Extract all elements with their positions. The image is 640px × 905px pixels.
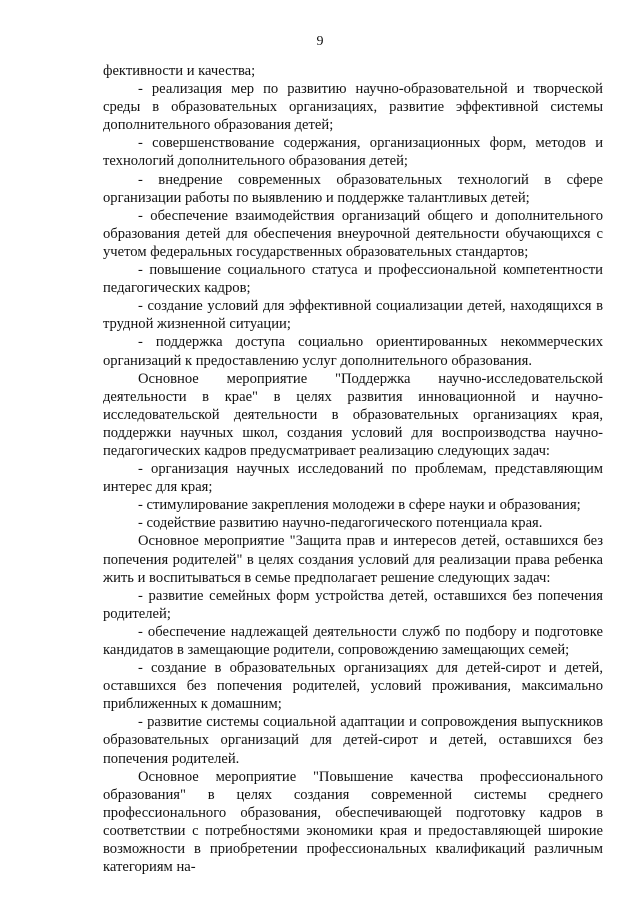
page-number: 9 <box>316 34 324 49</box>
paragraph: - создание в образовательных организациях для детей-сирот и детей, оставшихся без попечения родителей, условий проживания, максимально приближенных к домашним; <box>103 660 603 713</box>
paragraph: - развитие семейных форм устройства детей, оставшихся без попечения родителей; <box>103 587 603 622</box>
paragraph: - совершенствование содержания, организационных форм, методов и технологий дополнительного образования детей; <box>103 135 603 170</box>
paragraph: - стимулирование закрепления молодежи в сфере науки и образования; <box>138 497 581 514</box>
paragraph: - реализация мер по развитию научно-образовательной и творческой среды в образовательных организациях, развитие эффективной системы дополнительного образования детей; <box>103 81 603 134</box>
paragraph: - содействие развитию научно-педагогического потенциала края. <box>138 515 543 532</box>
paragraph: - организация научных исследований по проблемам, представляющим интерес для края; <box>103 461 603 496</box>
paragraph: - развитие системы социальной адаптации и сопровождения выпускников образовательных организаций для детей-сирот и детей, оставшихся без попечения родителей. <box>103 714 603 767</box>
paragraph: - обеспечение взаимодействия организаций общего и дополнительного образования детей для обеспечения внеурочной деятельности обучающихся с учетом федеральных государственных образовательных стандартов; <box>103 207 603 260</box>
paragraph: - внедрение современных образовательных технологий в сфере организации работы по выявлению и поддержке талантливых детей; <box>103 171 603 206</box>
paragraph: фективности и качества; <box>103 63 256 79</box>
paragraph: Основное мероприятие "Поддержка научно-исследовательской деятельности в крае" в целях развития инновационной и научно-исследовательской деятельности в образовательных организациях края, поддержки научных школ, создания условий для воспроизводства научно-педагогических кадров предусматривает реализацию следующих задач: <box>103 370 603 459</box>
paragraph: - поддержка доступа социально ориентированных некоммерческих организаций к предоставлению услуг дополнительного образования. <box>103 334 603 369</box>
paragraph: - повышение социального статуса и профессиональной компетентности педагогических кадров; <box>103 262 603 297</box>
paragraph: Основное мероприятие "Защита прав и интересов детей, оставшихся без попечения родителей" в целях создания условий для реализации права ребенка жить и воспитываться в семье предполагает решение следующих задач: <box>103 533 603 586</box>
paragraph: - обеспечение надлежащей деятельности служб по подбору и подготовке кандидатов в замещающие родители, сопровождению замещающих семей; <box>103 623 603 658</box>
paragraph: - создание условий для эффективной социализации детей, находящихся в трудной жизненной ситуации; <box>103 298 603 333</box>
paragraph: Основное мероприятие "Повышение качества профессионального образования" в целях создания современной системы среднего профессионального образования, обеспечивающей подготовку кадров в соответствии с потребностями экономики края и предоставляющей широкие возможности в приобретении профессиональных квалификаций различным категориям на- <box>103 768 603 876</box>
document-body <box>103 62 603 876</box>
